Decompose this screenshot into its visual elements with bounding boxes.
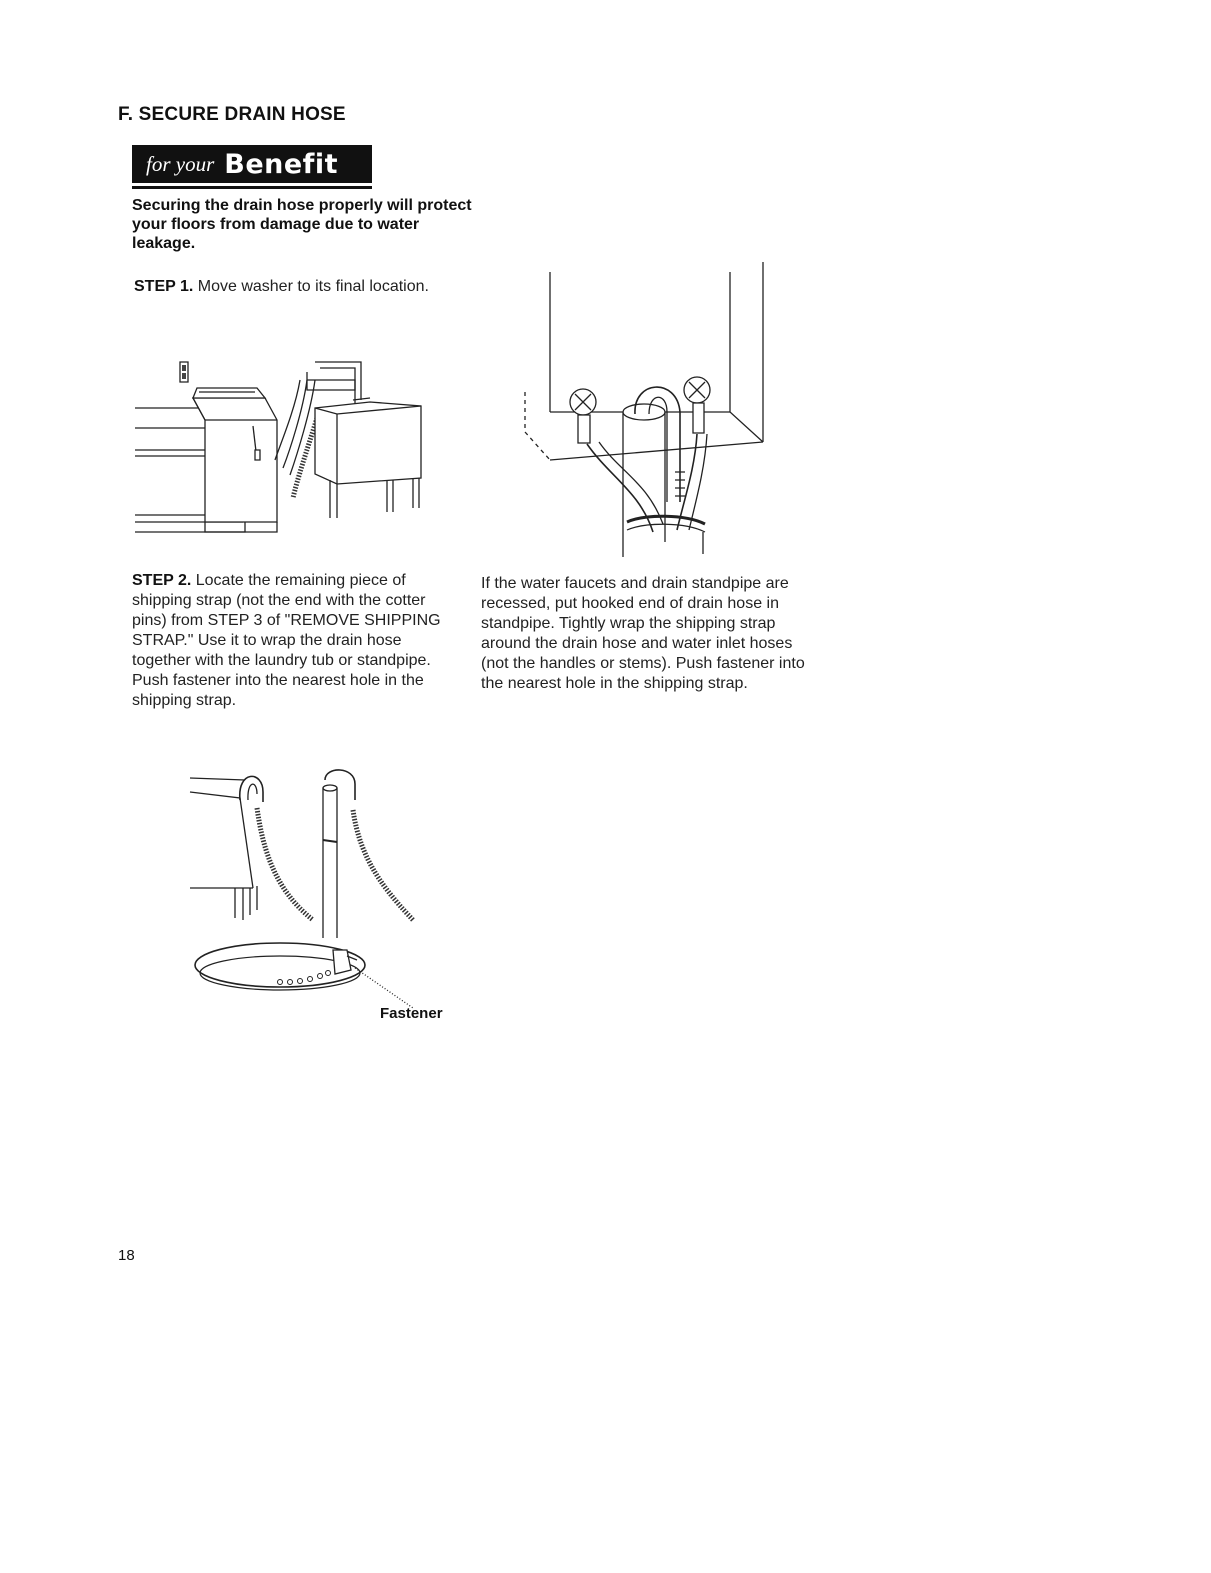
recessed-faucets-standpipe-illustration <box>515 262 775 562</box>
fastener-caption: Fastener <box>380 1005 443 1022</box>
step-1-text: Move washer to its final location. <box>193 278 429 295</box>
badge-small-text: for your <box>146 151 215 176</box>
step-1 <box>134 277 434 297</box>
step-1-label: STEP 1. <box>134 278 194 295</box>
step-2 <box>132 571 447 711</box>
benefit-text: Securing the drain hose properly will protect your floors from damage due to water leakage. <box>132 197 472 252</box>
section-title: F. SECURE DRAIN HOSE <box>118 104 346 125</box>
washer-laundry-tub-illustration <box>125 350 445 550</box>
strap-holes <box>278 971 331 985</box>
strap-fastener-illustration <box>185 770 435 1000</box>
badge-underline <box>132 186 372 189</box>
step-2-text: Locate the remaining piece of shipping strap (not the end with the cotter pins) from STEP 3 of "REMOVE SHIPPING STRAP." Use it to wrap the drain hose together with the laundry tub or standpipe. Push fastener into the nearest hole in the shipping strap. <box>132 572 441 709</box>
for-your-benefit-badge <box>132 145 372 183</box>
badge-big-text: Benefit <box>224 148 339 180</box>
recessed-instructions: If the water faucets and drain standpipe are recessed, put hooked end of drain hose in standpipe. Tightly wrap the shipping strap around the drain hose and water inlet hoses (not the handles or stems). Push fastener into the nearest hole in the shipping strap. <box>481 575 805 692</box>
page-number: 18 <box>118 1247 135 1264</box>
step-2-label: STEP 2. <box>132 572 192 589</box>
